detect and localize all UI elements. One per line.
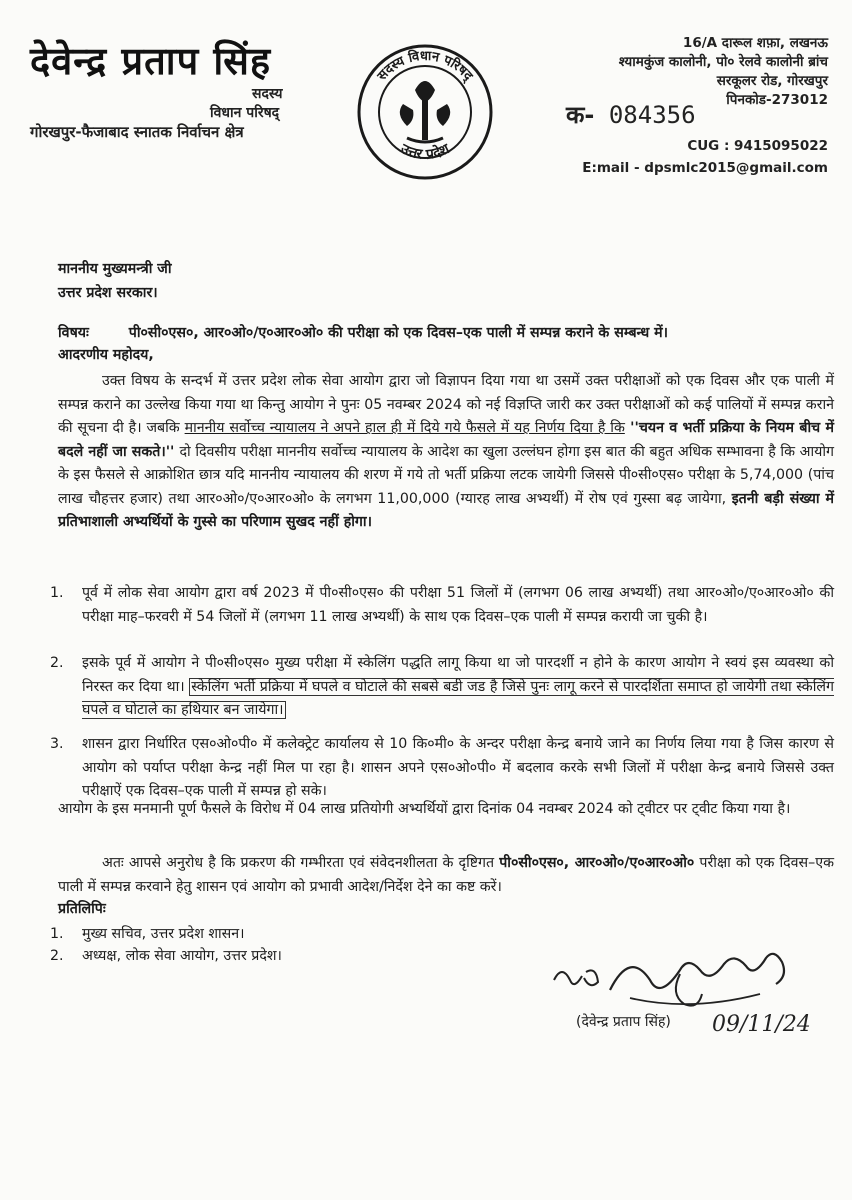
cc-number: 1. <box>50 926 64 942</box>
para-underlined-text: माननीय सर्वोच्च न्यायालय ने अपने हाल ही में दिये गये फैसले में यह निर्णय दिया है कि <box>184 420 625 436</box>
para-bold-text: पी०सी०एस०, आर०ओ०/ए०आर०ओ० <box>499 855 695 871</box>
addressee <box>58 258 172 305</box>
sender-name: देवेन्द्र प्रताप सिंह <box>30 39 272 83</box>
para-text: परीक्षा को एक दिवस–एक पाली में सम्पन्न करवाने हेतु शासन एवं आयोग को प्रभावी आदेश/निर्देश देने का कष्ट करें। <box>58 855 834 895</box>
cc-item <box>50 945 282 969</box>
sender-constituency: गोरखपुर-फैजाबाद स्नातक निर्वाचन क्षेत्र <box>30 123 244 141</box>
cc-text: मुख्य सचिव, उत्तर प्रदेश शासन। <box>82 926 245 942</box>
list-text: इसके पूर्व में आयोग ने पी०सी०एस० मुख्य परीक्षा में स्केलिंग पद्धति लागू किया था जो पारदर्शी न होने के कारण आयोग ने स्वयं इस व्यवस्था को निरस्त कर दिया था। <box>82 655 834 695</box>
address-pincode: पिनकोड-273012 <box>726 92 828 108</box>
subject-text: पी०सी०एस०, आर०ओ०/ए०आर०ओ० की परीक्षा को एक दिवस–एक पाली में सम्पन्न कराने के सम्बन्ध में। <box>128 325 669 341</box>
paragraph-main <box>58 370 834 535</box>
list-text: शासन द्वारा निर्धारित एस०ओ०पी० में कलेक्ट्रेट कार्यालय से 10 कि०मी० के अन्दर परीक्षा केन्द्र बनाये जाने का निर्णय लिया गया है जिस कारण से आयोग को पर्याप्त परीक्षा केन्द्र नहीं मिल पा रहा है। शासन अपने एस०ओ०पी० में बदलाव करके सभी जिलों में परीक्षा केन्द्र बनाये जिससे उक्त परीक्षाऐं एक दिवस–एक पाली में सम्पन्न हो सके। <box>82 736 834 799</box>
paragraph-request <box>58 852 834 899</box>
address-line: 16/A दारूल शफ़ा, लखनऊ <box>682 35 828 51</box>
cc-title: प्रतिलिपिः <box>58 901 106 917</box>
addressee-line: माननीय मुख्यमन्त्री जी <box>58 261 172 277</box>
reference-value: 084356 <box>608 101 696 129</box>
signature-date: 09/11/24 <box>712 1012 811 1037</box>
sender-designation: सदस्य <box>252 86 283 102</box>
council-seal-emblem <box>355 42 495 182</box>
addressee-line: उत्तर प्रदेश सरकार। <box>58 284 158 301</box>
para-bold-text: इतनी बड़ी संख्या में प्रतिभाशाली अभ्यर्थियों के गुस्से का परिणाम सुखद नहीं होगा। <box>58 490 834 530</box>
cc-number: 2. <box>50 948 64 964</box>
reference-label: क- <box>566 101 595 129</box>
cc-text: अध्यक्ष, लोक सेवा आयोग, उत्तर प्रदेश। <box>82 948 282 964</box>
signatory-name: (देवेन्द्र प्रताप सिंह) <box>576 1014 671 1030</box>
para-text: दो दिवसीय परीक्षा माननीय सर्वोच्च न्यायालय के आदेश का खुला उल्लंघन होगा इस बात की बहुत अधिक सम्भावना है कि आयोग के इस फैसले से आक्रोशित छात्र यदि माननीय न्यायालय की शरण में गये तो भर्ती प्रक्रिया लटक जायेगी जिससे पी०सी०एस० परीक्षा के 5,74,000 (पांच लाख चौहत्तर हजार) तथा आर०ओ०/ए०आर०ओ० के लगभग 11,00,000 (ग्यारह लाख अभ्यर्थी) में रोष एवं गुस्सा बढ़ जायेगा, <box>58 443 834 507</box>
list-number: 1. <box>50 585 64 601</box>
subject-line <box>58 322 818 346</box>
list-boxed-text: स्केलिंग भर्ती प्रक्रिया में घपले व घोटाले की सबसे बडी जड है जिसे पुनः लागू करने से पारदर्शिता समाप्त हो जायेगी तथा स्केलिंग घपले व घोटाले का हथियार बन जायेगा। <box>82 678 834 718</box>
address-line: सरकूलर रोड, गोरखपुर <box>716 73 828 89</box>
seal-bottom-text: उत्तर प्रदेश <box>397 141 453 163</box>
para-text: उक्त विषय के सन्दर्भ में उत्तर प्रदेश लोक सेवा आयोग द्वारा जो विज्ञापन दिया गया था उसमें उक्त परीक्षाओं को एक दिवस और एक पाली में सम्पन्न कराने का उल्लेख किया गया था किन्तु आयोग ने पुनः 05 नवम्बर 2024 को नई विज्ञप्ति जारी कर उक्त परीक्षाओं को कई पालियों में सम्पन्न कराने की सूचना दी है। जबकि <box>58 373 834 436</box>
list-number: 3. <box>50 736 64 752</box>
subject-label: विषयः <box>58 325 89 341</box>
para-quote: ''चयन व भर्ती प्रक्रिया के नियम बीच में बदले नहीं जा सकते।'' <box>58 420 834 460</box>
salutation: आदरणीय महोदय, <box>58 347 154 363</box>
paragraph-twitter: आयोग के इस मनमानी पूर्ण फैसले के विरोध में 04 लाख प्रतियोगी अभ्यर्थियों द्वारा दिनांक 04 नवम्बर 2024 को ट्वीटर पर ट्वीट किया गया है। <box>58 801 791 817</box>
cc-item <box>50 923 245 947</box>
email-address: E:mail - dpsmlc2015@gmail.com <box>582 160 828 176</box>
para-text: अतः आपसे अनुरोध है कि प्रकरण की गम्भीरता एवं संवेदनशीलता के दृष्टिगत <box>102 855 500 871</box>
address-line: श्यामकुंज कालोनी, पो० रेलवे कालोनी ब्रांच <box>618 54 828 70</box>
list-item <box>50 733 834 804</box>
reference-number <box>566 98 696 131</box>
list-number: 2. <box>50 655 64 671</box>
seal-top-text: सदस्य विधान परिषद् <box>374 48 476 84</box>
cug-phone: CUG : 9415095022 <box>687 138 828 154</box>
sender-council: विधान परिषद् <box>210 105 280 121</box>
list-text: पूर्व में लोक सेवा आयोग द्वारा वर्ष 2023 में पी०सी०एस० की परीक्षा 51 जिलों में (लगभग 06 लाख अभ्यर्थी) तथा आर०ओ०/ए०आर०ओ० की परीक्षा माह–फरवरी में 54 जिलों में (लगभग 11 लाख अभ्यर्थी) के साथ एक दिवस–एक पाली में सम्पन्न करायी जा चुकी है। <box>82 585 834 625</box>
list-item <box>50 652 834 723</box>
svg-text:उत्तर प्रदेश <box>397 141 452 163</box>
list-item <box>50 582 834 629</box>
